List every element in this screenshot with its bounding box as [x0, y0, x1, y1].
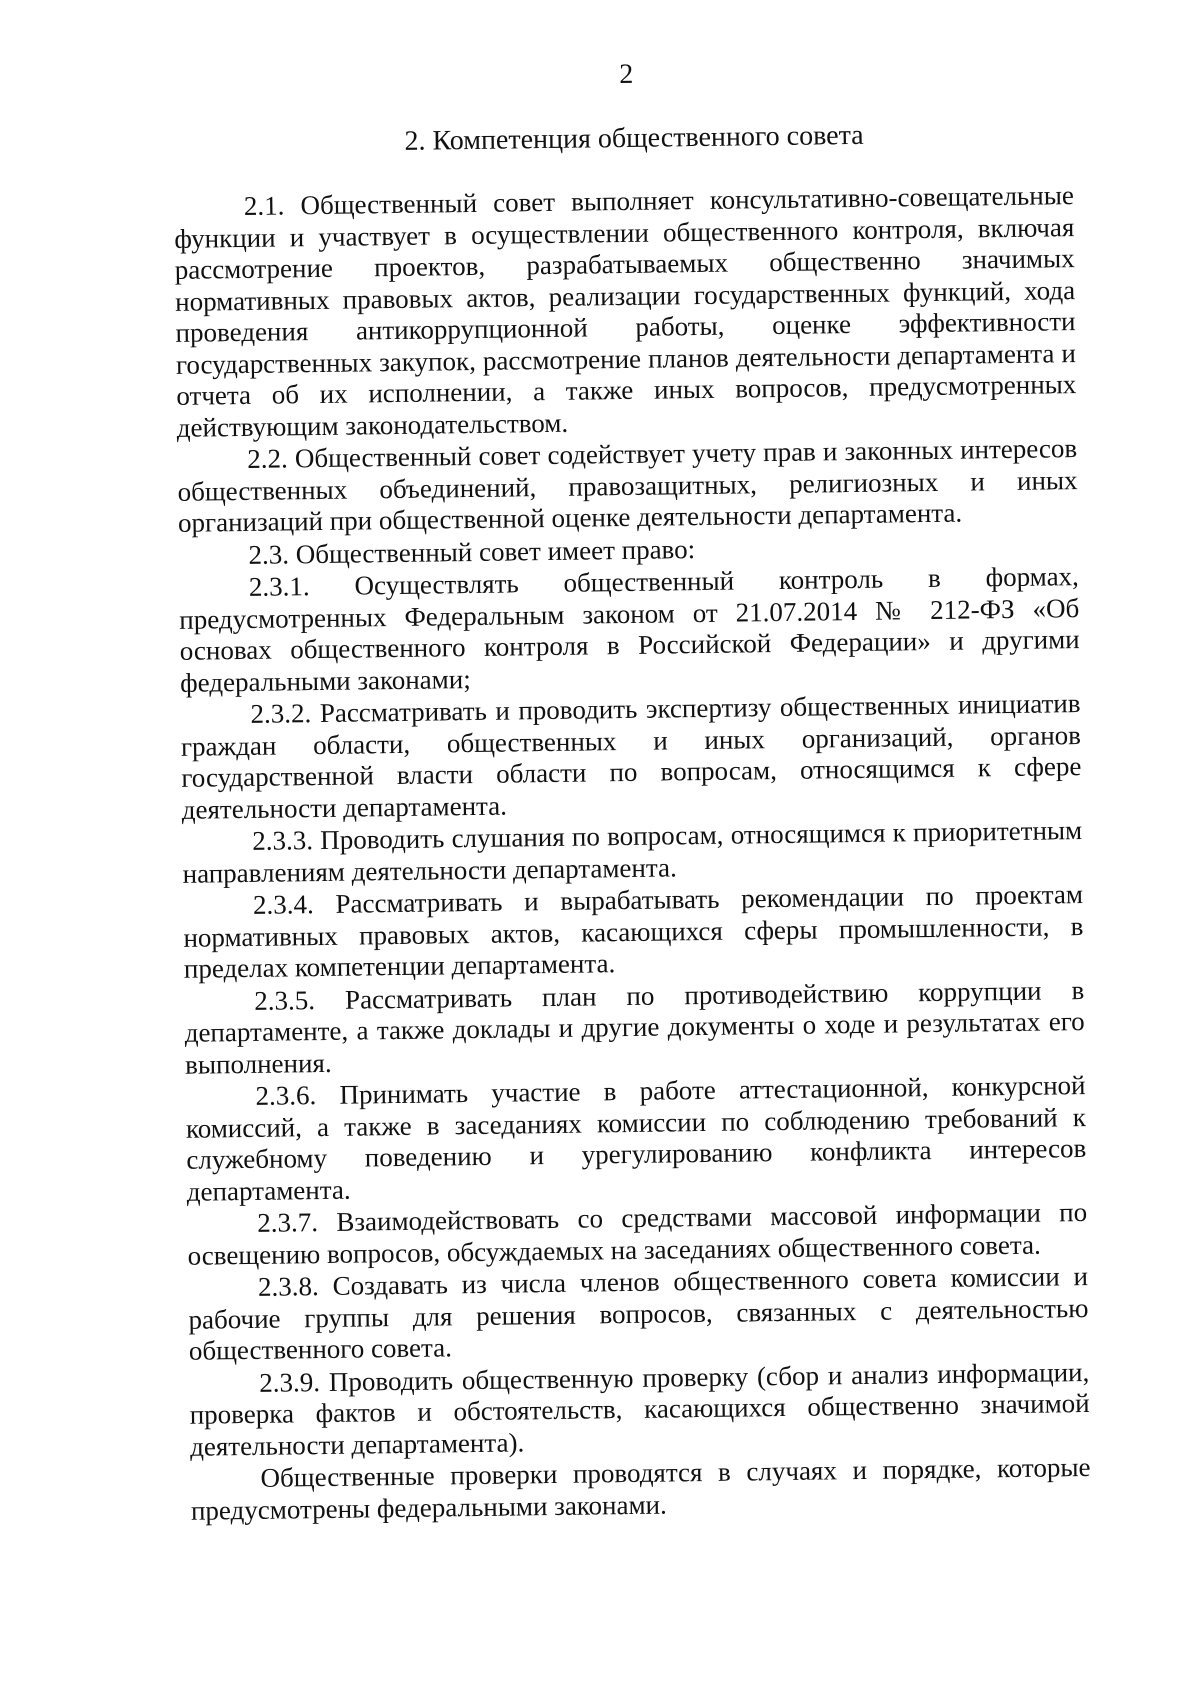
paragraph-2-3-5: 2.3.5. Рассматривать план по противодействию коррупции в департаменте, а также доклады и другие документы о ходе и результатах его выполнения. [184, 974, 1085, 1080]
page-number: 2 [619, 58, 634, 91]
paragraph-2-3: 2.3. Общественный совет имеет право: [248, 533, 696, 570]
paragraph-2-3-6: 2.3.6. Принимать участие в работе аттестационной, конкурсной комиссий, а также в заседаниях комиссии по соблюдению требований к служебному поведению и урегулированию конфликта интересов департамента. [185, 1070, 1087, 1207]
paragraph-2-2: 2.2. Общественный совет содействует учету прав и законных интересов общественных объединений, правозащитных, религиозных и иных организаций при общественной оценке деятельности департамента. [177, 433, 1078, 538]
paragraph-2-1: 2.1. Общественный совет выполняет консультативно-совещательные функции и участвует в осуществлении общественного контроля, включая рассмотрение проектов, разрабатываемых общественно значимых нормативных правовых актов, реализации государственных функций, хода проведения антикоррупционной работы, оценке эффективности государственных закупок, рассмотрение планов деятельности департамента и отчета об их исполнении, а также иных вопросов, предусмотренных действующим законодательством. [174, 180, 1077, 443]
section-heading: 2. Компетенция общественного совета [404, 119, 864, 157]
paragraph-2-3-4: 2.3.4. Рассматривать и вырабатывать рекомендации по проектам нормативных правовых актов, касающихся сферы промышленности, в пределах компетенции департамента. [183, 879, 1084, 984]
paragraph-2-3-8: 2.3.8. Создавать из числа членов общественного совета комиссии и рабочие группы для решения вопросов, связанных с деятельностью общественного совета. [188, 1261, 1089, 1366]
paragraph-2-3-1: 2.3.1. Осуществлять общественный контроль в формах, предусмотренных Федеральным законом от 21.07.2014 № 212-ФЗ «Об основах общественного контроля в Российской Федерации» и другими федеральными законами; [179, 561, 1080, 698]
paragraph-closing: Общественные проверки проводятся в случаях и порядке, которые предусмотрены федеральными законами. [190, 1451, 1091, 1526]
paragraph-2-3-3: 2.3.3. Проводить слушания по вопросам, относящимся к приоритетным направлениям деятельности департамента. [182, 815, 1083, 889]
paragraph-2-3-2: 2.3.2. Рассматривать и проводить экспертизу общественных инициатив граждан области, общественных и иных организаций, органов государственной власти области по вопросам, относящимся к сфере деятельности департамента. [180, 688, 1082, 825]
paragraph-2-3-7: 2.3.7. Взаимодействовать со средствами массовой информации по освещению вопросов, обсуждаемых на заседаниях общественного совета. [187, 1197, 1088, 1271]
paragraph-2-3-9: 2.3.9. Проводить общественную проверку (сбор и анализ информации, проверка фактов и обстоятельств, касающихся общественно значимой деятельности департамента). [189, 1356, 1090, 1462]
scanned-document-body [172, 52, 1091, 1527]
